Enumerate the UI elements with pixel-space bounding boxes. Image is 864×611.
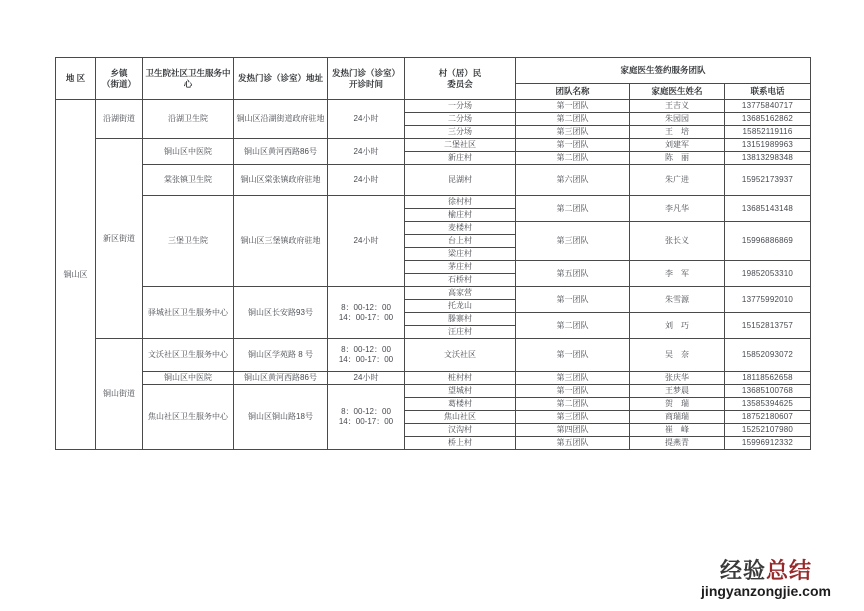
table-cell: 李凡华	[630, 196, 725, 222]
table-cell: 18752180607	[725, 411, 811, 424]
table-cell: 8：00-12：00 14：00-17：00	[328, 385, 405, 450]
table-cell: 张长义	[630, 222, 725, 261]
table-cell: 第三团队	[516, 372, 630, 385]
table-cell: 24小时	[328, 139, 405, 165]
table-cell: 徐村村	[405, 196, 516, 209]
table-row	[56, 287, 811, 300]
table-row	[56, 385, 811, 398]
table-cell: 滕寨村	[405, 313, 516, 326]
table-cell: 第一团队	[516, 100, 630, 113]
table-cell: 13151989963	[725, 139, 811, 152]
table-cell: 铜山区黄河西路86号	[234, 139, 328, 165]
table	[55, 57, 811, 450]
table-cell: 铜山区三堡镇政府驻地	[234, 196, 328, 287]
table-cell: 张庆华	[630, 372, 725, 385]
table-cell: 13685100768	[725, 385, 811, 398]
table-cell: 焦山社区卫生服务中心	[143, 385, 234, 450]
header-center: 卫生院社区卫生服务中心	[143, 58, 234, 100]
table-row	[56, 165, 811, 196]
table-row	[56, 372, 811, 385]
table-cell: 文沃社区	[405, 339, 516, 372]
table-cell: 李 军	[630, 261, 725, 287]
table-row	[56, 196, 811, 209]
table-cell: 铜山区中医院	[143, 139, 234, 165]
table-cell: 吴 奈	[630, 339, 725, 372]
table-cell: 第四团队	[516, 424, 630, 437]
table-cell: 13813298348	[725, 152, 811, 165]
table-cell: 新庄村	[405, 152, 516, 165]
table-cell: 8：00-12：00 14：00-17：00	[328, 287, 405, 339]
table-cell: 汉沟村	[405, 424, 516, 437]
table-cell: 24小时	[328, 372, 405, 385]
table-cell: 13775840717	[725, 100, 811, 113]
table-cell: 沿湖街道	[96, 100, 143, 139]
table-cell: 第二团队	[516, 313, 630, 339]
table-cell: 昆湖村	[405, 165, 516, 196]
table-cell: 托龙山	[405, 300, 516, 313]
table-row	[56, 139, 811, 152]
table-cell: 贺 瑞	[630, 398, 725, 411]
table-cell: 第三团队	[516, 126, 630, 139]
fever-clinic-table	[55, 57, 810, 450]
table-cell: 铜山区沿湖街道政府驻地	[234, 100, 328, 139]
table-cell: 提燕青	[630, 437, 725, 450]
watermark-title-dark: 经验	[719, 558, 766, 584]
table-cell: 第六团队	[516, 165, 630, 196]
table-cell: 二堡社区	[405, 139, 516, 152]
table-cell: 汪庄村	[405, 326, 516, 339]
table-cell: 茅庄村	[405, 261, 516, 274]
header-region: 地 区	[56, 58, 96, 100]
header-village: 村（居）民 委员会	[405, 58, 516, 100]
table-cell: 13585394625	[725, 398, 811, 411]
table-cell: 第三团队	[516, 222, 630, 261]
table-cell: 19852053310	[725, 261, 811, 287]
table-cell: 二分场	[405, 113, 516, 126]
table-cell: 陈 丽	[630, 152, 725, 165]
table-cell: 第三团队	[516, 411, 630, 424]
table-cell: 王吉义	[630, 100, 725, 113]
table-cell: 望城村	[405, 385, 516, 398]
watermark	[676, 559, 856, 599]
header-doctor-name: 家庭医生姓名	[630, 84, 725, 100]
table-cell: 15852119116	[725, 126, 811, 139]
table-cell: 刘 巧	[630, 313, 725, 339]
table-cell: 铜山区棠张镇政府驻地	[234, 165, 328, 196]
table-cell: 铜山区黄河西路86号	[234, 372, 328, 385]
header-address: 发热门诊（诊室）地址	[234, 58, 328, 100]
table-cell: 第二团队	[516, 113, 630, 126]
table-cell: 三堡卫生院	[143, 196, 234, 287]
table-cell: 15952173937	[725, 165, 811, 196]
table-cell: 榆庄村	[405, 209, 516, 222]
table-cell: 沿湖卫生院	[143, 100, 234, 139]
table-cell: 第五团队	[516, 437, 630, 450]
table-cell: 铜山区	[56, 100, 96, 450]
header-township: 乡镇 （街道）	[96, 58, 143, 100]
table-cell: 高家营	[405, 287, 516, 300]
table-cell: 朱雪源	[630, 287, 725, 313]
table-header	[56, 58, 811, 100]
watermark-title	[676, 559, 856, 583]
table-cell: 石桥村	[405, 274, 516, 287]
table-cell: 第五团队	[516, 261, 630, 287]
header-hours: 发热门诊（诊室） 开诊时间	[328, 58, 405, 100]
table-cell: 8：00-12：00 14：00-17：00	[328, 339, 405, 372]
table-cell: 第一团队	[516, 385, 630, 398]
table-cell: 15996912332	[725, 437, 811, 450]
table-cell: 铜山区长安路93号	[234, 287, 328, 339]
table-cell: 15852093072	[725, 339, 811, 372]
table-cell: 13775992010	[725, 287, 811, 313]
table-cell: 24小时	[328, 100, 405, 139]
table-cell: 刘建军	[630, 139, 725, 152]
table-cell: 台上村	[405, 235, 516, 248]
table-cell: 棠张镇卫生院	[143, 165, 234, 196]
header-row-1	[56, 58, 811, 84]
header-phone: 联系电话	[725, 84, 811, 100]
table-cell: 驿城社区卫生服务中心	[143, 287, 234, 339]
table-cell: 桩村村	[405, 372, 516, 385]
table-cell: 一分场	[405, 100, 516, 113]
table-row	[56, 100, 811, 113]
table-cell: 铜山区铜山路18号	[234, 385, 328, 450]
table-cell: 朱广进	[630, 165, 725, 196]
table-cell: 第一团队	[516, 339, 630, 372]
watermark-url: jingyanzongjie.com	[701, 582, 831, 599]
table-cell: 15996886869	[725, 222, 811, 261]
table-cell: 梁庄村	[405, 248, 516, 261]
table-cell: 王 培	[630, 126, 725, 139]
table-cell: 崔 峰	[630, 424, 725, 437]
table-cell: 15252107980	[725, 424, 811, 437]
table-body	[56, 100, 811, 450]
table-cell: 铜山区中医院	[143, 372, 234, 385]
header-team-name: 团队名称	[516, 84, 630, 100]
table-cell: 王梦晨	[630, 385, 725, 398]
table-cell: 新区街道	[96, 139, 143, 339]
table-cell: 铜山街道	[96, 339, 143, 450]
table-cell: 第二团队	[516, 196, 630, 222]
table-cell: 第二团队	[516, 398, 630, 411]
table-cell: 15152813757	[725, 313, 811, 339]
table-cell: 麦楼村	[405, 222, 516, 235]
table-cell: 第一团队	[516, 287, 630, 313]
table-cell: 18118562658	[725, 372, 811, 385]
table-cell: 朱园园	[630, 113, 725, 126]
table-cell: 文沃社区卫生服务中心	[143, 339, 234, 372]
table-cell: 桥上村	[405, 437, 516, 450]
table-cell: 第一团队	[516, 139, 630, 152]
table-cell: 三分场	[405, 126, 516, 139]
table-cell: 焦山社区	[405, 411, 516, 424]
table-cell: 商瑞瑞	[630, 411, 725, 424]
table-row	[56, 339, 811, 372]
table-cell: 13685143148	[725, 196, 811, 222]
table-cell: 葛楼村	[405, 398, 516, 411]
table-cell: 第二团队	[516, 152, 630, 165]
table-cell: 24小时	[328, 165, 405, 196]
table-cell: 铜山区学苑路 8 号	[234, 339, 328, 372]
table-cell: 13685162862	[725, 113, 811, 126]
table-cell: 24小时	[328, 196, 405, 287]
header-team-group: 家庭医生签约服务团队	[516, 58, 811, 84]
watermark-title-red: 总结	[766, 558, 813, 584]
